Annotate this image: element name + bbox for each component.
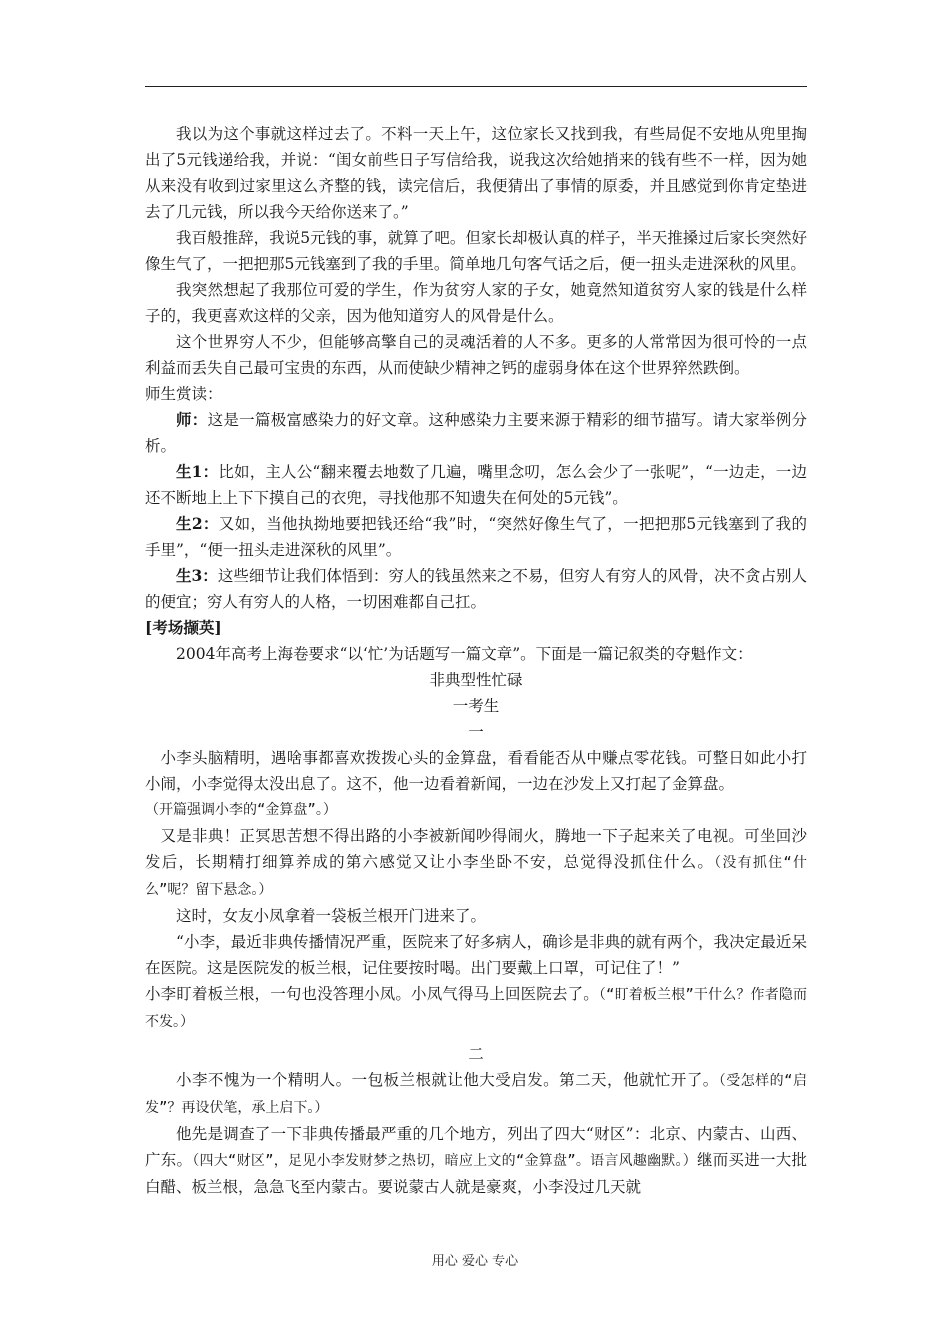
essay-comment: （受怎样的“启发”？再设伏笔，承上启下。）	[145, 1073, 807, 1116]
paragraph: 我百般推辞，我说5元钱的事，就算了吧。但家长却极认真的样子，半天推搡过后家长突然好像生气了，一把把那5元钱塞到了我的手里。简单地几句客气话之后，便一扭头走进深秋的风里。	[145, 229, 807, 273]
appreciation-heading: 师生赏读：	[145, 385, 223, 403]
essay-paragraph	[145, 1067, 807, 1121]
essay-text: 他先是调查了一下非典传播最严重的几个地方，列出了四大“财区”：北京、内蒙古、山西、广东。	[145, 1125, 807, 1169]
section-number: 二	[468, 1045, 484, 1063]
section-heading: [考场撷英]	[145, 618, 222, 637]
paragraph: 我以为这个事就这样过去了。不料一天上午，这位家长又找到我，有些局促不安地从兜里掏出了5元钱递给我，并说：“闺女前些日子写信给我，说我这次给她捎来的钱有些不一样，因为她从来没有收到过家里这么齐整的钱，读完信后，我便猜出了事情的原委，并且感觉到你肯定垫进去了几元钱，所以我今天给你送来了。”	[145, 125, 807, 221]
paragraph: 我突然想起了我那位可爱的学生，作为贫穷人家的子女，她竟然知道贫穷人家的钱是什么样子的，我更喜欢这样的父亲，因为他知道穷人的风骨是什么。	[145, 281, 807, 325]
essay-comment: （四大“财区”，足见小李发财梦之热切，暗应上文的“金算盘”。语言风趣幽默。）	[192, 1153, 698, 1169]
speaker: 生2：	[176, 514, 219, 533]
essay-title: 非典型性忙碌	[429, 671, 523, 689]
essay-text: 小李盯着板兰根，一句也没答理小凤。小凤气得马上回医院去了。	[145, 985, 599, 1003]
essay-comment: （没有抓住“什么”呢？留下悬念。）	[145, 855, 807, 898]
exam-intro: 2004年高考上海卷要求“以‘忙’为话题写一篇文章”。下面是一篇记叙类的夺魁作文：	[176, 645, 753, 663]
essay-paragraph	[145, 823, 807, 903]
essay-comment: （“盯着板兰根”干什么？作者隐而不发。）	[145, 987, 807, 1030]
essay-text: 小李不愧为一个精明人。一包板兰根就让他大受启发。第二天，他就忙开了。	[176, 1071, 719, 1089]
page-footer: 用心 爱心 专心	[431, 1254, 519, 1269]
essay-paragraph	[145, 981, 807, 1035]
essay-text: 又是非典！正冥思苦想不得出路的小李被新闻吵得闹火，腾地一下子起来关了电视。可坐回沙发后，长期精打细算养成的第六感觉又让小李坐卧不安，总觉得没抓住什么。	[145, 827, 807, 871]
essay-text: 继而买进一大批白醋、板兰根，急急飞至内蒙古。要说蒙古人就是豪爽，小李没过几天就	[145, 1151, 807, 1196]
essay-paragraph: 小李头脑精明，遇啥事都喜欢拨拨心头的金算盘，看看能否从中赚点零花钱。可整日如此小打小闹，小李觉得太没出息了。这不，他一边看着新闻，一边在沙发上又打起了金算盘。	[145, 749, 807, 793]
dialogue-text: 比如，主人公“翻来覆去地数了几遍，嘴里念叨，怎么会少了一张呢”，“一边走，一边还不断地上上下下摸自己的衣兜，寻找他那不知遗失在何处的5元钱”。	[145, 463, 807, 507]
speaker: 生1：	[176, 462, 219, 481]
paragraph: 这个世界穷人不少，但能够高擎自己的灵魂活着的人不多。更多的人常常因为很可怜的一点利益而丢失自己最可宝贵的东西，从而使缺少精神之钙的虚弱身体在这个世界猝然跌倒。	[145, 333, 807, 377]
essay-paragraph: “小李，最近非典传播情况严重，医院来了好多病人，确诊是非典的就有两个，我决定最近呆在医院。这是医院发的板兰根，记住要按时喝。出门要戴上口罩，可记住了！”	[145, 933, 807, 977]
essay-author: 一考生	[452, 697, 500, 715]
dialogue-line	[145, 563, 807, 615]
dialogue-text: 这些细节让我们体悟到：穷人的钱虽然来之不易，但穷人有穷人的风骨，决不贪占别人的便宜；穷人有穷人的人格，一切困难都自己扛。	[145, 567, 807, 611]
dialogue-text: 这是一篇极富感染力的好文章。这种感染力主要来源于精彩的细节描写。请大家举例分析。	[145, 411, 807, 455]
essay-paragraph	[145, 1121, 807, 1200]
document-body	[145, 121, 807, 1200]
dialogue-line	[145, 459, 807, 511]
dialogue-line	[145, 407, 807, 459]
section-number: 一	[468, 723, 484, 741]
dialogue-text: 又如，当他执拗地要把钱还给“我”时，“突然好像生气了，一把把那5元钱塞到了我的手里”，“便一扭头走进深秋的风里”。	[145, 515, 807, 559]
speaker: 生3：	[176, 566, 218, 585]
dialogue-line	[145, 511, 807, 563]
speaker: 师：	[176, 410, 208, 429]
header-rule	[145, 86, 807, 87]
essay-paragraph: 这时，女友小凤拿着一袋板兰根开门进来了。	[176, 907, 487, 925]
essay-comment: （开篇强调小李的“金算盘”。）	[145, 802, 337, 818]
